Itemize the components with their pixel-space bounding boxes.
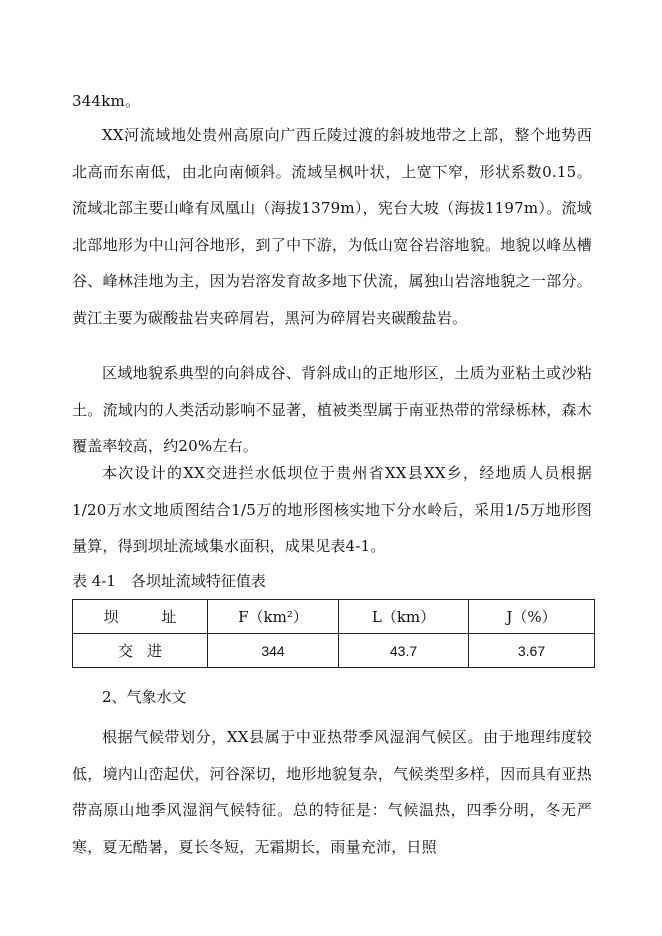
header-length: L（km）	[339, 600, 469, 634]
cell-slope: 3.67	[469, 634, 595, 668]
table-header-row	[73, 600, 595, 634]
table-caption: 表 4-1 各坝址流域特征值表	[72, 572, 266, 590]
cell-area: 344	[208, 634, 339, 668]
paragraph-landform: 区域地貌系典型的向斜成谷、背斜成山的正地形区，土质为亚粘土或沙粘土。流域内的人类活动影响不显著，植被类型属于南亚热带的常绿栎林，森木覆盖率较高，约20%左右。	[72, 364, 592, 456]
paragraph-terrain: XX河流域地处贵州高原向广西丘陵过渡的斜坡地带之上部，整个地势西北高而东南低，由北向南倾斜。流域呈枫叶状，上宽下窄，形状系数0.15。流域北部主要山峰有凤凰山（海拔1379m），宪台大坡（海拔1197m）。流域北部地形为中山河谷地形，到了中下游，为低山宽谷岩溶地貌。地貌以峰丛槽谷、峰林洼地为主，因为岩溶发育故多地下伏流，属独山岩溶地貌之一部分。黄江主要为碳酸盐岩夹碎屑岩，黑河为碎屑岩夹碳酸盐岩。	[72, 126, 592, 327]
cell-site-name: 交进	[73, 634, 208, 668]
paragraph-design: 本次设计的XX交进拦水低坝位于贵州省XX县XX乡，经地质人员根据1/20万水文地质图结合1/5万的地形图核实地下分水岭后，采用1/5万地形图量算，得到坝址流域集水面积，成果见表4-1。	[72, 464, 592, 556]
section-heading: 2、气象水文	[102, 688, 187, 706]
header-dam-site: 坝 址	[73, 600, 208, 634]
header-slope: J（%）	[469, 600, 595, 634]
header-area: F（km²）	[208, 600, 339, 634]
paragraph-climate: 根据气候带划分，XX县属于中亚热带季风湿润气候区。由于地理纬度较低，境内山峦起伏，河谷深切，地形地貌复杂，气候类型多样，因而具有亚热带高原山地季风湿润气候特征。总的特征是：气候温热，四季分明，冬无严寒，夏无酷暑，夏长冬短，无霜期长，雨量充沛，日照	[72, 728, 592, 856]
dam-site-table	[72, 599, 595, 668]
cell-length: 43.7	[339, 634, 469, 668]
paragraph-continuation: 344km。	[72, 92, 141, 110]
table-row	[73, 634, 595, 668]
